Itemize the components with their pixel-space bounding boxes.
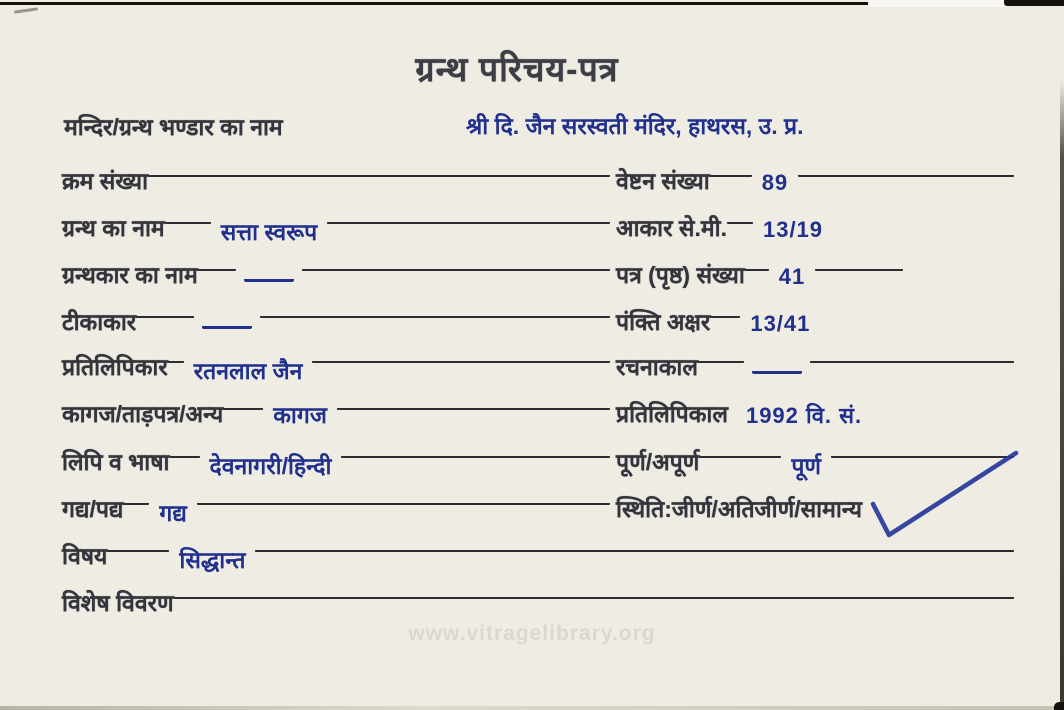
prose-verse-label: गद्य/पद्य	[62, 496, 124, 522]
card-title: ग्रन्थ परिचय-पत्र	[415, 51, 619, 89]
bundle-value: 89	[761, 170, 789, 195]
field-author	[62, 260, 610, 291]
row-author-leaves	[62, 260, 1014, 302]
ruled-line	[260, 307, 610, 318]
field-condition	[616, 494, 1014, 525]
leaf-count-value: 41	[778, 264, 806, 289]
ruled-line	[198, 260, 236, 271]
copy-date-value: 1992 वि. सं.	[745, 403, 863, 428]
field-copyist	[62, 352, 610, 387]
subject-label: विषय	[62, 543, 108, 569]
ruled-line	[727, 213, 753, 224]
ruled-line	[699, 447, 781, 458]
ruled-line	[710, 307, 740, 318]
row-script-completeness	[62, 447, 1014, 489]
field-script-language	[62, 447, 610, 482]
copyist-value: रतनलाल जैन	[193, 358, 303, 384]
ruled-line	[165, 213, 211, 224]
field-book-name	[62, 213, 610, 248]
prose-verse-value: गद्य	[159, 500, 187, 526]
field-commentator	[62, 307, 610, 338]
special-details-label: विशेष विवरण	[62, 590, 174, 616]
completeness-value: पूर्ण	[791, 453, 822, 479]
field-prose-verse	[62, 494, 610, 529]
field-size	[616, 213, 1014, 245]
size-label: आकार से.मी.	[616, 215, 727, 241]
lines-letters-value: 13/41	[750, 311, 811, 336]
row-copyist-composition	[62, 352, 1014, 394]
ruled-line	[197, 494, 610, 505]
subject-value: सिद्धान्त	[179, 547, 246, 573]
ruled-line	[255, 541, 1014, 552]
serial-label: क्रम संख्या	[62, 168, 149, 194]
ruled-line	[698, 352, 744, 363]
ruled-line	[148, 166, 610, 177]
row-bookname-size	[62, 213, 1014, 255]
scan-card-edge	[868, 0, 1008, 7]
scan-bottom-border	[0, 706, 1064, 710]
field-composition-date	[616, 352, 1014, 383]
ruled-line	[123, 494, 149, 505]
ruled-line	[136, 307, 194, 318]
row-commentator-lines	[62, 307, 1014, 349]
temple-name-value: श्री दि. जैन सरस्वती मंदिर, हाथरस, उ. प्र.	[466, 113, 804, 139]
row-material-copydate	[62, 399, 1014, 441]
scan-top-right-corner	[1004, 0, 1064, 6]
ruled-line	[745, 260, 769, 271]
condition-label: स्थिति:जीर्ण/अतिजीर्ण/सामान्य	[616, 496, 862, 522]
row-serial-bundle	[62, 166, 1014, 208]
field-material	[62, 399, 610, 431]
commentator-label: टीकाकार	[62, 309, 137, 335]
completeness-label: पूर्ण/अपूर्ण	[616, 449, 700, 475]
header-row	[64, 112, 1024, 143]
field-leaf-count	[616, 260, 1014, 292]
ruled-line	[810, 352, 1014, 363]
watermark-text: www.vitragelibrary.org	[408, 622, 656, 645]
book-name-value: सत्ता स्वरूप	[220, 219, 318, 245]
ruled-line	[302, 260, 610, 271]
book-name-label: ग्रन्थ का नाम	[62, 215, 165, 241]
ruled-line	[831, 447, 1014, 458]
field-lines-letters	[616, 307, 1014, 339]
scan-bottom-right-corner	[1054, 702, 1064, 710]
ruled-line	[168, 352, 184, 363]
temple-name-label: मन्दिर/ग्रन्थ भण्डार का नाम	[64, 114, 283, 140]
scan-mark	[14, 7, 38, 13]
author-value-dash	[244, 266, 294, 282]
ruled-line	[327, 213, 610, 224]
bundle-label: वेष्टन संख्या	[616, 168, 710, 194]
field-serial	[62, 166, 610, 197]
ruled-line	[815, 260, 903, 271]
script-language-value: देवनागरी/हिन्दी	[209, 453, 332, 479]
ruled-line	[170, 447, 200, 458]
ruled-line	[710, 166, 752, 177]
row-subject	[62, 541, 1014, 583]
field-bundle	[616, 166, 1014, 198]
composition-date-value-dash	[752, 358, 802, 374]
author-label: ग्रन्थकार का नाम	[62, 262, 198, 288]
lines-letters-label: पंक्ति अक्षर	[616, 309, 711, 335]
scan-top-border	[0, 2, 872, 5]
leaf-count-label: पत्र (पृष्ठ) संख्या	[616, 262, 745, 288]
ruled-line	[337, 399, 610, 410]
ruled-line	[174, 588, 1014, 599]
commentator-value-dash	[202, 313, 252, 329]
ruled-line	[107, 541, 169, 552]
size-value: 13/19	[762, 217, 824, 242]
field-copy-date	[616, 399, 1014, 431]
ruled-line	[341, 447, 610, 458]
script-language-label: लिपि व भाषा	[62, 449, 170, 475]
row-prose-condition	[62, 494, 1014, 536]
material-value: कागज	[273, 402, 327, 428]
material-label: कागज/ताड़पत्र/अन्य	[62, 401, 224, 427]
ruled-line	[312, 352, 610, 363]
field-completeness	[616, 447, 1014, 482]
copy-date-label: प्रतिलिपिकाल	[616, 401, 728, 427]
copyist-label: प्रतिलिपिकार	[62, 354, 168, 380]
scan-right-border	[1060, 80, 1064, 710]
ruled-line	[798, 166, 1014, 177]
ruled-line	[223, 399, 263, 410]
composition-date-label: रचनाकाल	[616, 354, 698, 380]
